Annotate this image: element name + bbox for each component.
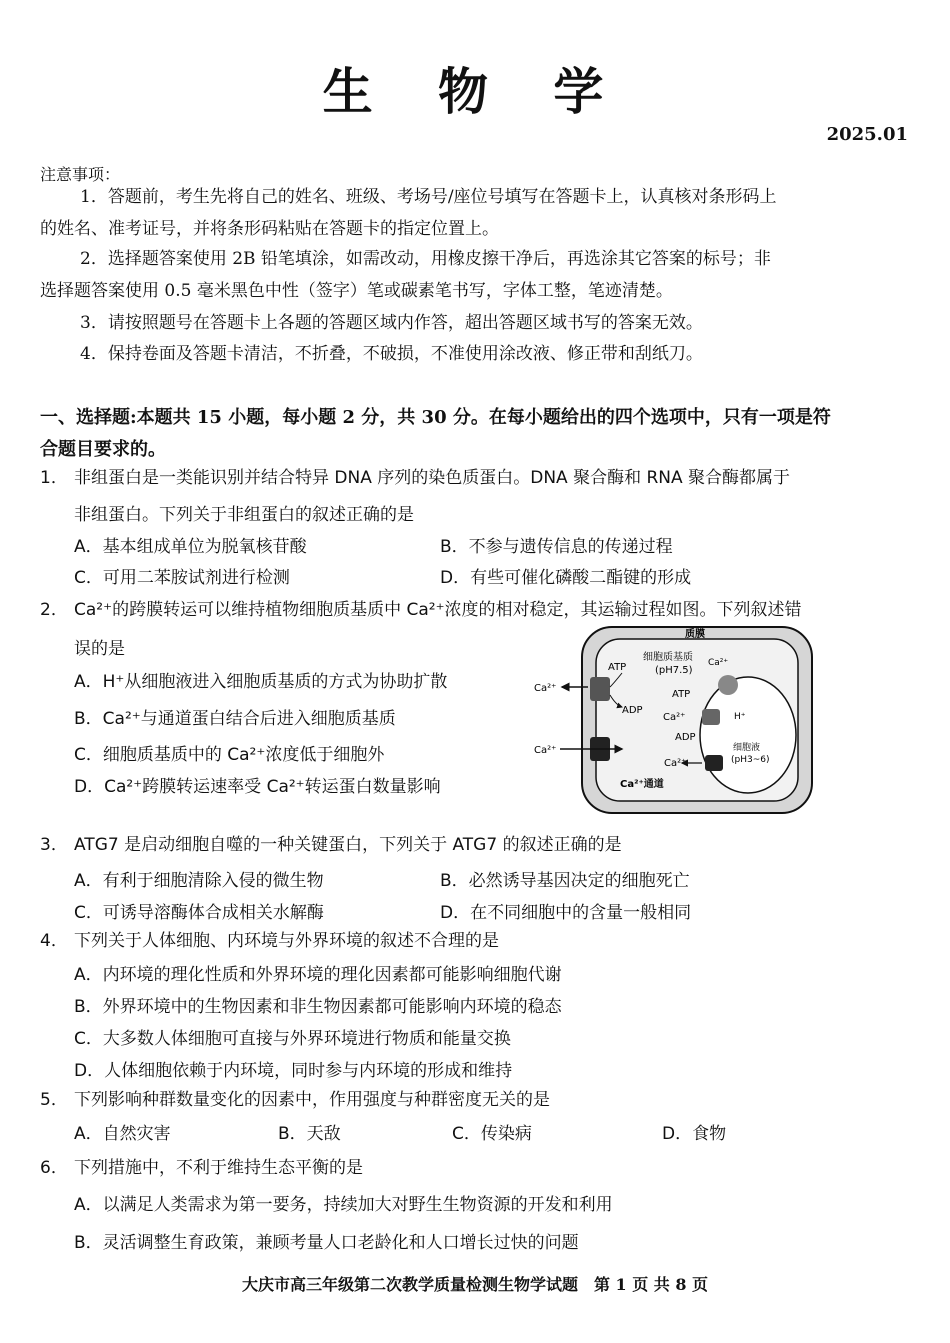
label-ca-vacuole: Ca²⁺ (664, 758, 687, 769)
question-2: 2． Ca²⁺的跨膜转运可以维持植物细胞质基质中 Ca²⁺浓度的相对稳定，其运输过程如图。下列叙述错 (40, 600, 802, 620)
question-3: 3． ATG7 是启动细胞自噬的一种关键蛋白，下列关于 ATG7 的叙述正确的是 (40, 835, 622, 855)
calcium-transport-figure (530, 625, 820, 817)
notice-heading: 注意事项： (40, 165, 121, 184)
ca-pump-top (590, 677, 610, 701)
q1-option-b: B．不参与遗传信息的传递过程 (440, 537, 673, 557)
label-atp-1: ATP (608, 662, 627, 673)
q2-option-d: D．Ca²⁺跨膜转运速率受 Ca²⁺转运蛋白数量影响 (74, 777, 441, 797)
q1-option-d: D．有些可催化磷酸二酯键的形成 (440, 568, 692, 588)
page-title: 生 物 学 (322, 62, 628, 121)
question-1: 1． 非组蛋白是一类能识别并结合特异 DNA 序列的染色质蛋白。DNA 聚合酶和 RNA 聚合酶都属于 (40, 468, 791, 488)
q5-option-a: A．自然灾害 (74, 1124, 171, 1144)
label-atp-2: ATP (672, 689, 691, 700)
q3-option-d: D．在不同细胞中的含量一般相同 (440, 903, 692, 923)
page-footer: 大庆市高三年级第二次教学质量检测生物学试题 第 1 页 共 8 页 (241, 1275, 709, 1294)
q3-option-c: C．可诱导溶酶体合成相关水解酶 (74, 903, 324, 923)
ca-h-antiporter (718, 675, 738, 695)
vacuole (700, 677, 796, 793)
notice-item-1: 1．答题前，考生先将自己的姓名、班级、考场号/座位号填写在答题卡上，认真核对条形码上 的姓名、准考证号，并将条形码粘贴在答题卡的指定位置上。 (40, 187, 777, 239)
question-4: 4． 下列关于人体细胞、内环境与外界环境的叙述不合理的是 (40, 931, 499, 951)
q4-option-a: A．内环境的理化性质和外界环境的理化因素都可能影响细胞代谢 (74, 965, 562, 985)
question-1-line2: 非组蛋白。下列关于非组蛋白的叙述正确的是 (74, 505, 414, 525)
vacuole-channel (705, 755, 723, 771)
q5-option-b: B．天敌 (278, 1124, 341, 1144)
notice-item-2: 2．选择题答案使用 2B 铅笔填涂，如需改动，用橡皮擦干净后，再选涂其它答案的标号；非 选择题答案使用 0.5 毫米黑色中性（签字）笔或碳素笔书写，字体工整，笔迹清楚。 (40, 249, 771, 301)
label-ca-out-2: Ca²⁺ (534, 745, 557, 756)
question-2-line2: 误的是 (74, 639, 125, 659)
q5-option-c: C．传染病 (452, 1124, 532, 1144)
q2-option-a: A．H⁺从细胞液进入细胞质基质的方式为协助扩散 (74, 672, 448, 692)
label-ca-in: Ca²⁺ (663, 712, 686, 723)
label-vacuole-ph: (pH3~6) (731, 755, 770, 765)
label-ca-out-1: Ca²⁺ (534, 683, 557, 694)
notice-item-4: 4．保持卷面及答题卡清洁，不折叠，不破损，不准使用涂改液、修正带和刮纸刀。 (80, 344, 703, 364)
label-adp-2: ADP (675, 732, 696, 743)
q1-option-a: A．基本组成单位为脱氧核苷酸 (74, 537, 307, 557)
question-6: 6． 下列措施中，不利于维持生态平衡的是 (40, 1158, 363, 1178)
q4-option-d: D．人体细胞依赖于内环境，同时参与内环境的形成和维持 (74, 1061, 513, 1081)
label-h: H⁺ (734, 712, 746, 722)
q6-option-b: B．灵活调整生育政策，兼顾考量人口老龄化和人口增长过快的问题 (74, 1233, 579, 1253)
q6-option-a: A．以满足人类需求为第一要务，持续加大对野生生物资源的开发和利用 (74, 1195, 613, 1215)
label-cell-wall: 质膜 (685, 629, 705, 640)
q2-option-b: B．Ca²⁺与通道蛋白结合后进入细胞质基质 (74, 709, 396, 729)
section-heading: 一、选择题:本题共 15 小题，每小题 2 分，共 30 分。在每小题给出的四个选项中，只有一项是符 合题目要求的。 (40, 407, 831, 460)
q1-option-c: C．可用二苯胺试剂进行检测 (74, 568, 290, 588)
label-vacuole: 细胞液 (733, 743, 761, 753)
question-5: 5． 下列影响种群数量变化的因素中，作用强度与种群密度无关的是 (40, 1090, 550, 1110)
q4-option-b: B．外界环境中的生物因素和非生物因素都可能影响内环境的稳态 (74, 997, 562, 1017)
label-adp-1: ADP (622, 705, 643, 716)
exam-date: 2025.01 (826, 124, 908, 145)
label-cytoplasm: 细胞质基质 (643, 652, 693, 663)
notice-item-3: 3．请按照题号在答题卡上各题的答题区域内作答，超出答题区域书写的答案无效。 (80, 313, 703, 333)
q3-option-a: A．有利于细胞清除入侵的微生物 (74, 871, 324, 891)
q4-option-c: C．大多数人体细胞可直接与外界环境进行物质和能量交换 (74, 1029, 511, 1049)
ca-pump-vacuole (702, 709, 720, 725)
label-cytoplasm-ph: (pH7.5) (655, 665, 693, 676)
q2-option-c: C．细胞质基质中的 Ca²⁺浓度低于细胞外 (74, 745, 385, 765)
q5-option-d: D．食物 (662, 1124, 727, 1144)
label-ca-channel: Ca²⁺通道 (620, 779, 664, 790)
label-ca-antiport: Ca²⁺ (708, 658, 729, 668)
q3-option-b: B．必然诱导基因决定的细胞死亡 (440, 871, 690, 891)
